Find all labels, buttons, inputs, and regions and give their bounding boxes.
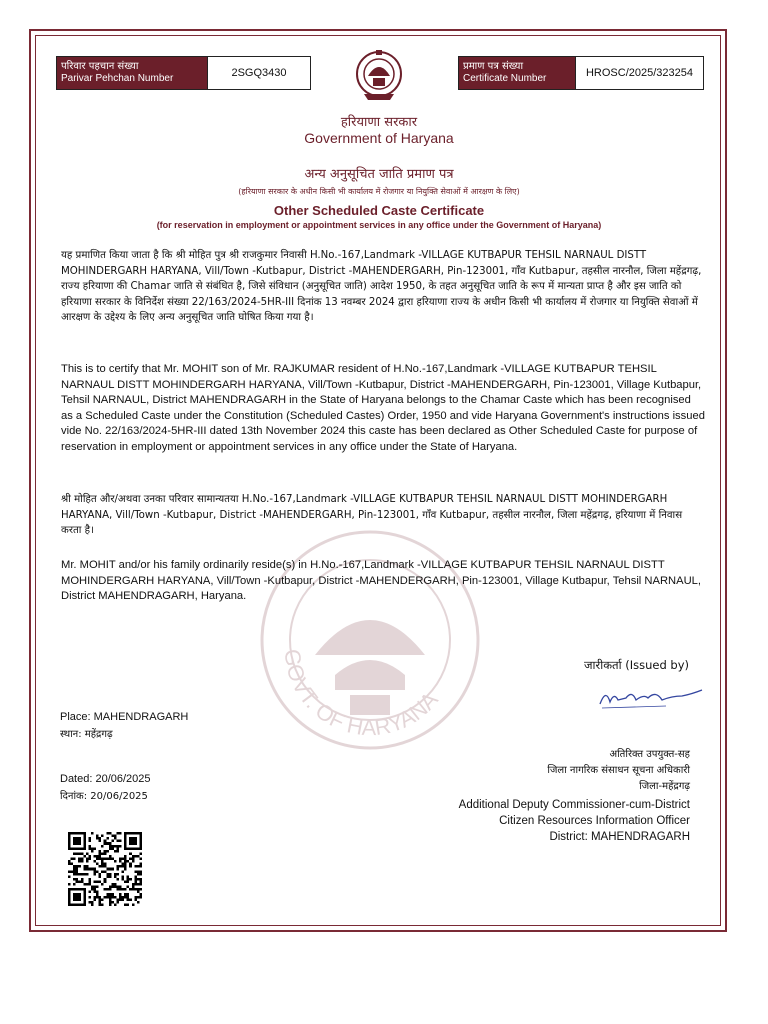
date-en: Dated: 20/06/2025 <box>60 773 151 785</box>
certificate-paragraph-en-1: This is to certify that Mr. MOHIT son of Mr. RAJKUMAR resident of H.No.-167,Landmark -VILLAGE KUTBAPUR TEHSIL NARNAUL DISTT MOHINDERGARH HARYANA, Vill/Town -Kutbapur, District -MAHENDERGARH, Pin-123001, Village Kutbapur, Tehsil NARNAUL, District MAHENDRAGARH in the State of Haryana belongs to the Chamar Caste which has been recognised as a Scheduled Caste under the Constitution (Scheduled Castes) Order, 1950 and vide Haryana Government's instructions issued vide No. 22/163/2024-5HR-III dated 13th November 2024 this caste has been declared as Other Scheduled Caste for purpose of reservation in employment or appointment services in any office under the State of Haryana. <box>61 363 705 453</box>
issued-by-label: जारीकर्ता (Issued by) <box>584 658 689 672</box>
watermark-text: GOVT. OF HARYANA <box>279 647 443 741</box>
certificate-number-label-en: Certificate Number <box>463 73 547 84</box>
residence-paragraph-en: Mr. MOHIT and/or his family ordinarily reside(s) in H.No.-167,Landmark -VILLAGE KUTBAPUR TEHSIL NARNAUL DISTT MOHINDERGARH HARYANA, Vill/Town -Kutbapur, District -MAHENDERGARH, Pin-123001, Village Kutbapur, Tehsil NARNAUL, District MAHENDRAGARH, Haryana. <box>61 559 701 603</box>
certificate-number-value: HROSC/2025/323254 <box>575 57 703 89</box>
family-id-label-en: Parivar Pehchan Number <box>61 73 174 84</box>
family-id-label-hi: परिवार पहचान संख्या <box>61 61 139 72</box>
issuer-district-hi: जिला-महेंद्रगढ़ <box>639 781 690 792</box>
issuer-designation-en-2: Citizen Resources Information Officer <box>499 815 690 827</box>
residence-paragraph-hi: श्री मोहित और/अथवा उनका परिवार सामान्यतया H.No.-167,Landmark -VILLAGE KUTBAPUR TEHSIL NARNAUL DISTT MOHINDERGARH HARYANA, Vill/Town -Kutbapur, District -MAHENDERGARH, Pin-123001, गाँव Kutbapur, तहसील नारनौल, जिला महेंद्रगढ़, हरियाणा में निवास करता है। <box>61 494 683 537</box>
government-name-en: Government of Haryana <box>304 130 454 146</box>
issuer-designation-en-1: Additional Deputy Commissioner-cum-District <box>458 799 690 811</box>
qr-code-icon <box>66 832 144 906</box>
date-hi: दिनांक: 20/06/2025 <box>60 791 148 802</box>
issuer-designation-hi-1: अतिरिक्त उपयुक्त-सह <box>609 749 690 760</box>
place-hi: स्थान: महेंद्रगढ़ <box>60 729 113 740</box>
certificate-title-hi: अन्य अनुसूचित जाति प्रमाण पत्र <box>304 167 454 182</box>
issuer-district-en: District: MAHENDRAGARH <box>549 831 690 843</box>
government-name-hi: हरियाणा सरकार <box>340 115 418 130</box>
certificate-subtitle-hi: (हरियाणा सरकार के अधीन किसी भी कार्यालय में रोजगार या नियुक्ति सेवाओं में आरक्षण के लिए) <box>238 187 520 196</box>
issuer-designation-hi-2: जिला नागरिक संसाधन सूचना अधिकारी <box>547 765 690 776</box>
haryana-emblem-icon <box>354 48 404 104</box>
certificate-number-label-hi: प्रमाण पत्र संख्या <box>463 61 524 72</box>
certificate-subtitle-en: (for reservation in employment or appointment services in any office under the Government of Haryana) <box>156 220 602 230</box>
certificate-number-box <box>458 56 704 90</box>
certificate-paragraph-hi-1: यह प्रमाणित किया जाता है कि श्री मोहित पुत्र श्री राजकुमार निवासी H.No.-167,Landmark -VILLAGE KUTBAPUR TEHSIL NARNAUL DISTT MOHINDERGARH HARYANA, Vill/Town -Kutbapur, District -MAHENDERGARH, Pin-123001, गाँव Kutbapur, तहसील नारनौल, जिला महेंद्रगढ़, राज्य हरियाणा की Chamar जाति से संबंधित है, जिसे संविधान (अनुसूचित जाति) आदेश 1950, के तहत अनुसूचित जाति के रूप में मान्यता प्राप्त है और इस जाति को हरियाणा सरकार के विनिर्देश संख्या 22/163/2024-5HR-III दिनांक 13 नवम्बर 2024 द्वारा हरियाणा राज्य के अधीन किसी भी कार्यालय में रोजगार या नियुक्ति सेवाओं में आरक्षण के उद्देश्य के लिए अन्य अनुसूचित जाति घोषित किया गया है। <box>61 250 702 324</box>
place-en: Place: MAHENDRAGARH <box>60 711 189 723</box>
family-id-box <box>56 56 311 90</box>
family-id-value: 2SGQ3430 <box>207 57 310 89</box>
signature-icon <box>596 682 706 712</box>
certificate-title-en: Other Scheduled Caste Certificate <box>273 203 485 218</box>
